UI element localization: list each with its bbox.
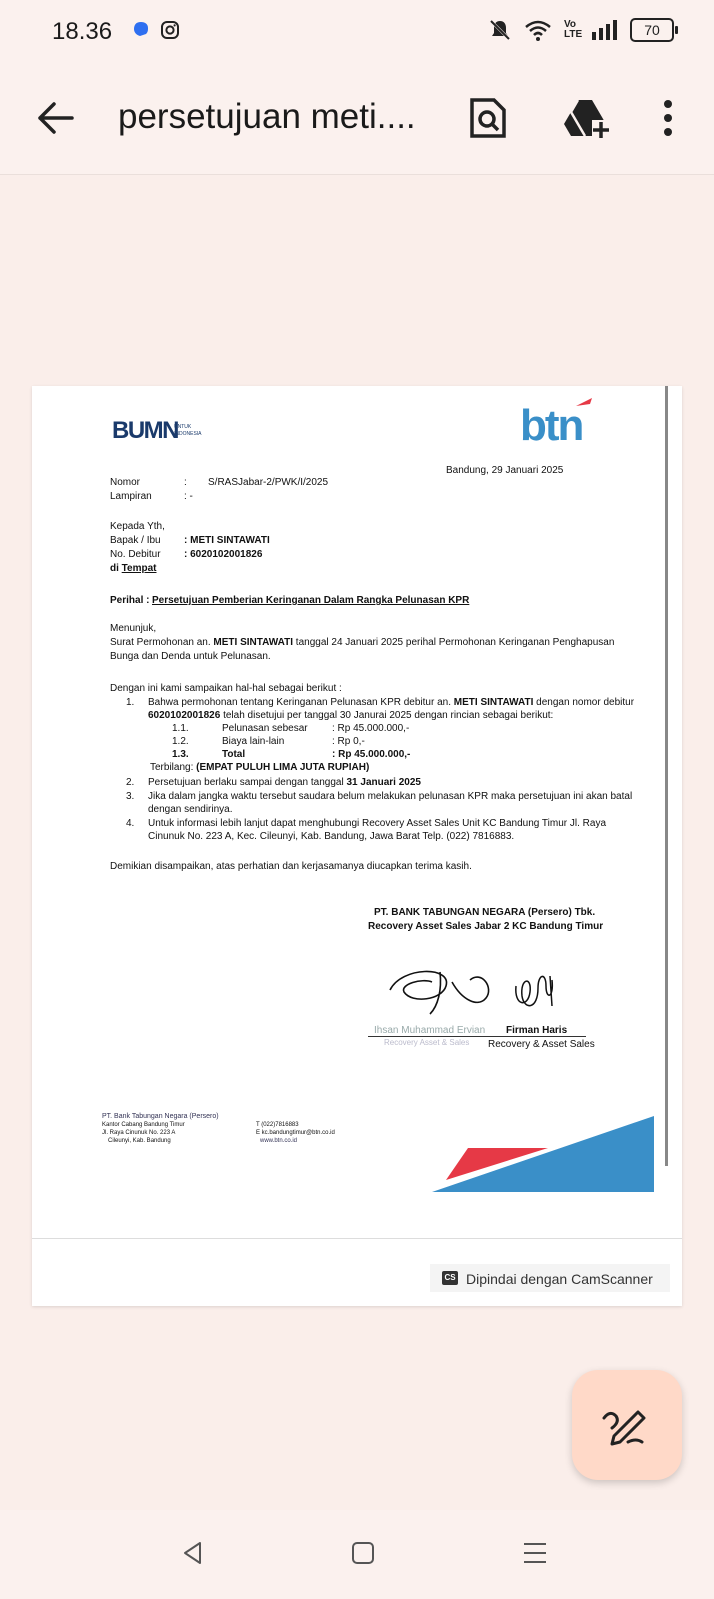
kepada-line: Kepada Yth, [110,521,165,532]
signature-line [368,1036,586,1037]
bumn-logo-sub1: UNTUK [174,424,192,430]
paragraph-1-line-2: Bunga dan Denda untuk Pelunasan. [110,651,271,662]
nomor-sep: : [184,477,187,488]
sub-item-value: : Rp 0,- [332,736,365,747]
lampiran-value: : - [184,491,193,502]
document-title: persetujuan meti.... [118,97,416,136]
place-date: Bandung, 29 Januari 2025 [446,465,564,476]
footer-address-2: Jl. Raya Cinunuk No. 223 A [102,1130,176,1136]
di-label: di [110,563,122,574]
terbilang-line: Terbilang: (EMPAT PULUH LIMA JUTA RUPIAH) [150,762,370,773]
footer-email: E kc.bandungtimur@btn.co.id [256,1130,335,1136]
signature-2 [510,966,560,1014]
footer-web: www.btn.co.id [260,1138,298,1144]
camscanner-watermark [430,1264,670,1292]
perihal-label: Perihal : [110,595,150,606]
scan-edge [665,386,668,1166]
sub-item-value: : Rp 45.000.000,- [332,723,410,734]
camscanner-text: Dipindai dengan CamScanner [466,1271,653,1287]
item-2-num: 2. [126,777,135,788]
signature-1 [382,960,512,1020]
bumn-logo-sub2: INDONESIA [174,431,202,437]
item-3-num: 3. [126,791,135,802]
sub-item-label: Total [222,749,246,760]
sub-item-num: 1.1. [172,723,189,734]
sub-item-num: 1.2. [172,736,189,747]
signal-icon [590,20,618,40]
nomor-label: Nomor [110,477,141,488]
messenger-icon [132,20,150,38]
footer-tel: T (022)7816883 [256,1122,299,1128]
paragraph-1-line-1: Surat Permohonan an. METI SINTAWATI tanggal 24 Januari 2025 perihal Permohonan Keringanan Penghapusan [110,637,615,648]
item-4-num: 4. [126,818,135,829]
item-1-num: 1. [126,697,135,708]
nav-back-icon[interactable] [180,1540,206,1566]
bapak-ibu-value: : METI SINTAWATI [184,535,270,546]
instagram-icon [160,20,180,40]
item-3-line-1: Jika dalam jangka waktu tersebut saudara belum melakukan pelunasan KPR maka persetujuan ini akan batal [148,791,633,802]
status-time: 18.36 [52,18,113,45]
sub-item-label: Biaya lain-lain [222,736,285,747]
scan-divider [32,1238,682,1239]
item-2-line: Persetujuan berlaku sampai dengan tanggal 31 Januari 2025 [148,777,421,788]
bumn-logo [112,414,212,444]
item-1-line-1: Bahwa permohonan tentang Keringanan Pelunasan KPR debitur an. METI SINTAWATI dengan nomor debitur [148,697,635,708]
menunjuk-line: Menunjuk, [110,623,157,634]
item-3-line-2: dengan sendirinya. [148,804,233,815]
system-nav-bar [0,1510,714,1599]
back-arrow-icon[interactable] [34,96,78,140]
nomor-value: S/RASJabar-2/PWK/I/2025 [208,477,329,488]
nav-home-icon[interactable] [350,1540,376,1566]
sub-item-num: 1.3. [172,749,189,760]
di-tempat [110,562,157,575]
wifi-icon [524,19,552,41]
volte-indicator: Vo LTE [564,19,583,40]
btn-footer-ribbon [428,1102,668,1194]
company-name-1: PT. BANK TABUNGAN NEGARA (Persero) Tbk. [374,907,596,918]
nav-recents-icon[interactable] [520,1540,550,1566]
intro-line: Dengan ini kami sampaikan hal-hal sebagai berikut : [110,683,342,694]
mute-icon [488,18,512,42]
app-bar [0,64,714,175]
notification-icons [132,20,180,40]
debitur-value: : 6020102001826 [184,549,263,560]
tempat-label: Tempat [121,563,157,574]
status-bar [0,0,714,64]
battery-indicator: 70 [630,18,674,42]
perihal-value: Persetujuan Pemberian Keringanan Dalam Rangka Pelunasan KPR [152,595,470,606]
footer-address-3: Cileunyi, Kab. Bandung [108,1138,171,1144]
debitur-label: No. Debitur [110,549,161,560]
bapak-ibu-label: Bapak / Ibu [110,535,161,546]
item-4-line-1: Untuk informasi lebih lanjut dapat menghubungi Recovery Asset Sales Unit KC Bandung Timur Jl. Raya [148,818,607,829]
footer-company: PT. Bank Tabungan Negara (Persero) [102,1113,219,1120]
item-1-line-2: 6020102001826 telah disetujui per tanggal 30 Janurai 2025 dengan rincian sebagai berikut: [148,710,554,721]
sub-item-value: : Rp 45.000.000,- [332,749,411,760]
item-4-line-2: Cinunuk No. 223 A, Kec. Cileunyi, Kab. Bandung, Jawa Barat Telp. (022) 7816883. [148,831,515,842]
btn-logo-text: btn [520,401,583,446]
bumn-logo-text: BUMN [112,417,178,444]
signer-2-title: Recovery & Asset Sales [488,1039,595,1050]
signer-1-name: Ihsan Muhammad Ervian [374,1025,486,1036]
edit-fab-button[interactable] [572,1370,682,1480]
footer-address-1: Kantor Cabang Bandung Timur [102,1122,185,1128]
search-in-document-icon[interactable] [468,96,508,140]
signer-2-name: Firman Haris [506,1025,568,1036]
camscanner-icon: CS [442,1271,458,1285]
signer-1-title: Recovery Asset & Sales [384,1038,470,1047]
company-name-2: Recovery Asset Sales Jabar 2 KC Bandung Timur [368,921,604,932]
closing-line: Demikian disampaikan, atas perhatian dan kerjasamanya diucapkan terima kasih. [110,861,472,872]
save-to-drive-icon[interactable] [562,96,610,140]
btn-logo [520,396,600,446]
more-options-icon[interactable] [654,96,682,140]
system-icons [488,18,674,42]
sub-item-label: Pelunasan sebesar [222,723,308,734]
document-page [32,386,682,1306]
lampiran-label: Lampiran [110,491,152,502]
edit-pen-icon [572,1370,682,1480]
